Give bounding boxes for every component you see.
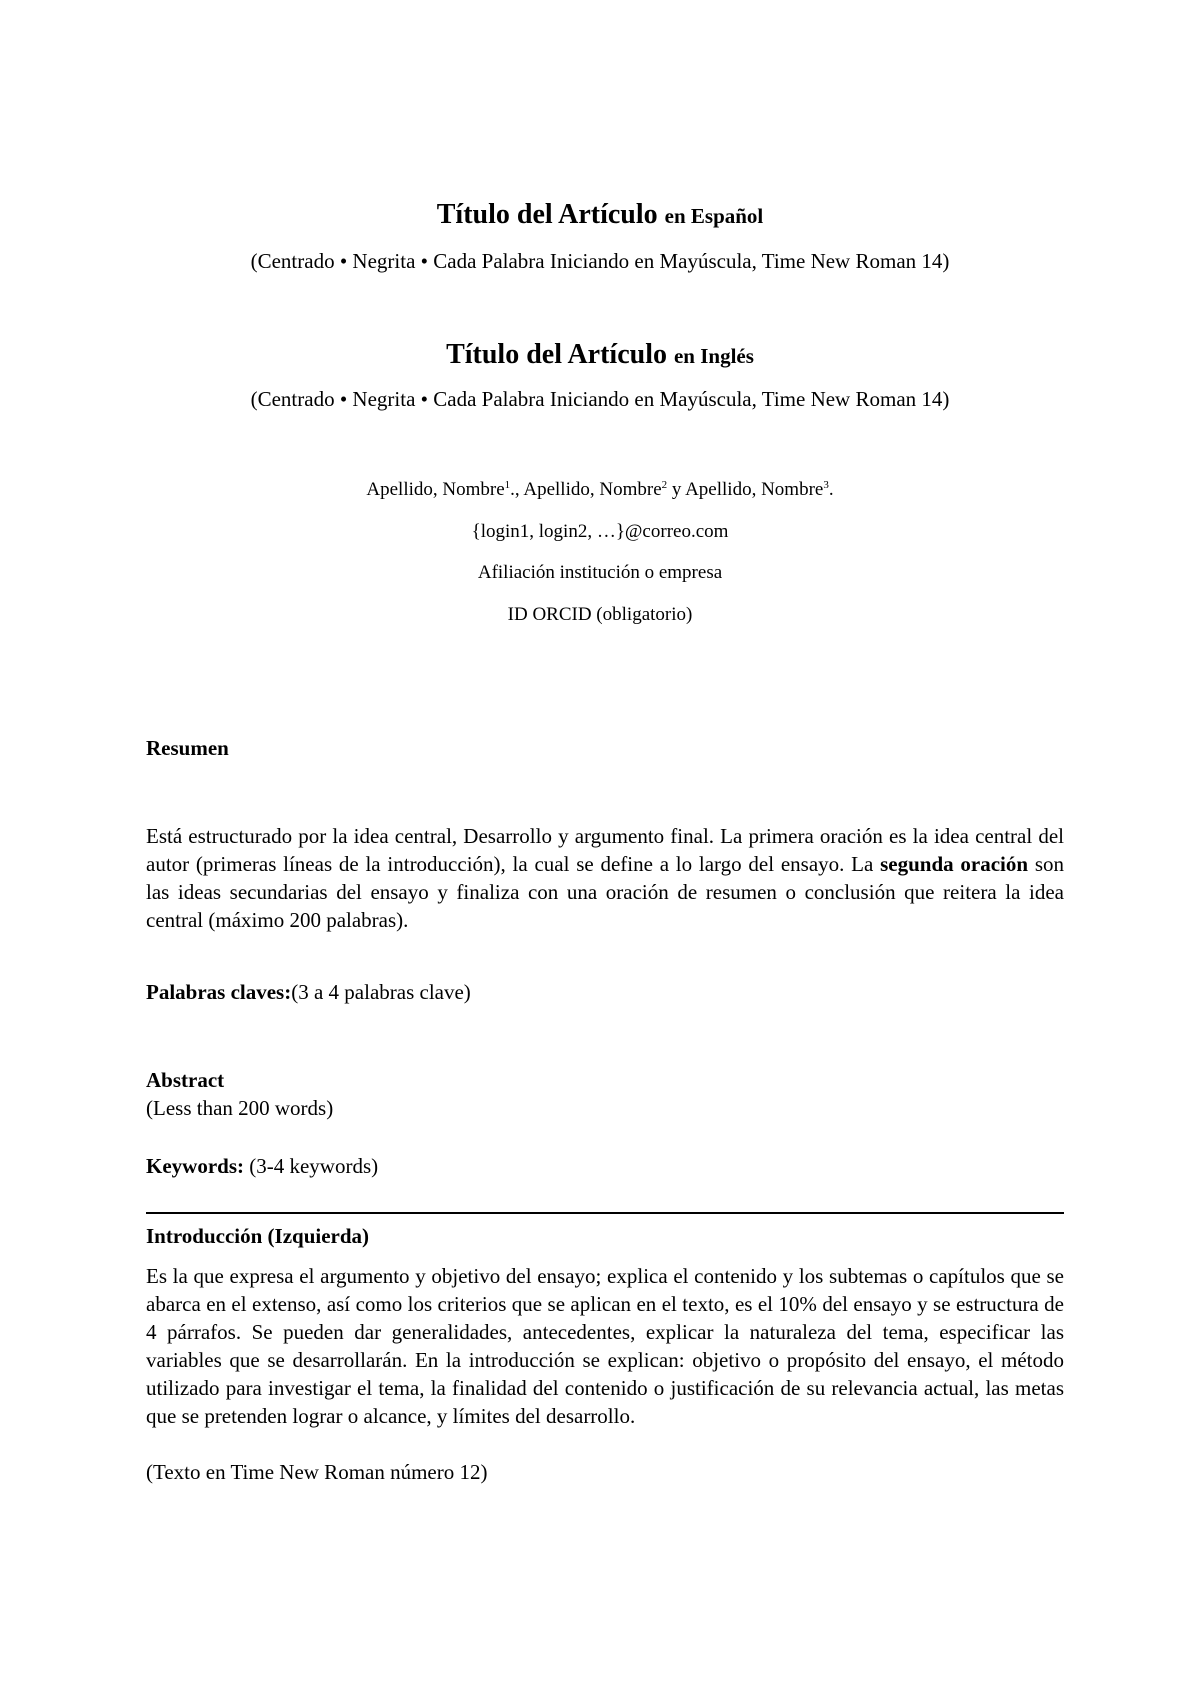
authors-end: . xyxy=(828,479,834,500)
author-2: ., Apellido, Nombre xyxy=(510,479,662,500)
intro-note: (Texto en Time New Roman número 12) xyxy=(146,1460,488,1484)
section-divider xyxy=(146,1212,1064,1214)
author-1: Apellido, Nombre xyxy=(366,479,505,500)
title-spanish xyxy=(0,198,1200,233)
email-line: {login1, login2, …}@correo.com xyxy=(471,521,729,542)
palabras-claves-label: Palabras claves: xyxy=(146,980,292,1004)
palabras-claves xyxy=(146,978,1064,1006)
keywords-value: (3-4 keywords) xyxy=(244,1154,379,1178)
title-spanish-note: (Centrado • Negrita • Cada Palabra Iniciando en Mayúscula, Time New Roman 14) xyxy=(250,249,950,273)
title-spanish-main: Título del Artículo xyxy=(436,199,658,230)
resumen-paragraph xyxy=(146,822,1064,934)
title-english-tail: en Inglés xyxy=(673,344,754,368)
title-english-main: Título del Artículo xyxy=(446,339,667,370)
author-2-sup: 2 xyxy=(661,479,668,491)
authors-line xyxy=(0,478,1200,502)
resumen-text-1: Está estructurado por la idea central, Desarrollo y argumento final. La primera oración es la idea central del autor (primeras líneas de la introducción), la cual se define a lo largo del ensayo. La xyxy=(146,824,1064,876)
abstract-text: (Less than 200 words) xyxy=(146,1096,334,1120)
orcid-line: ID ORCID (obligatorio) xyxy=(507,604,693,625)
author-3-sup: 3 xyxy=(823,479,829,491)
affiliation-line: Afiliación institución o empresa xyxy=(477,562,723,583)
author-3: y Apellido, Nombre xyxy=(667,479,824,500)
palabras-claves-value: (3 a 4 palabras clave) xyxy=(291,980,471,1004)
title-english-note: (Centrado • Negrita • Cada Palabra Iniciando en Mayúscula, Time New Roman 14) xyxy=(250,387,950,411)
resumen-heading: Resumen xyxy=(146,736,229,760)
intro-heading: Introducción (Izquierda) xyxy=(146,1224,370,1248)
resumen-bold: segunda oración xyxy=(880,852,1029,876)
resumen-text-2: son las ideas secundarias del ensayo y finaliza con una oración de resumen o conclusión que reitera la idea central (máximo 200 palabras). xyxy=(146,852,1064,932)
title-english xyxy=(0,338,1200,373)
abstract-heading: Abstract xyxy=(146,1068,225,1092)
keywords-line xyxy=(146,1152,1064,1180)
author-1-sup: 1 xyxy=(504,479,511,491)
keywords-label: Keywords: xyxy=(146,1154,244,1178)
intro-paragraph: Es la que expresa el argumento y objetivo del ensayo; explica el contenido y los subtemas o capítulos que se abarca en el extenso, así como los criterios que se aplican en el texto, es el 10% del ensayo y se estructura de 4 párrafos. Se pueden dar generalidades, antecedentes, explicar la naturaleza del tema, especificar las variables que se desarrollarán. En la introducción se explican: objetivo o propósito del ensayo, el método utilizado para investigar el tema, la finalidad del contenido o justificación de su relevancia actual, las metas que se pretenden lograr o alcance, y límites del desarrollo. xyxy=(146,1264,1064,1428)
title-spanish-tail: en Español xyxy=(664,204,764,228)
